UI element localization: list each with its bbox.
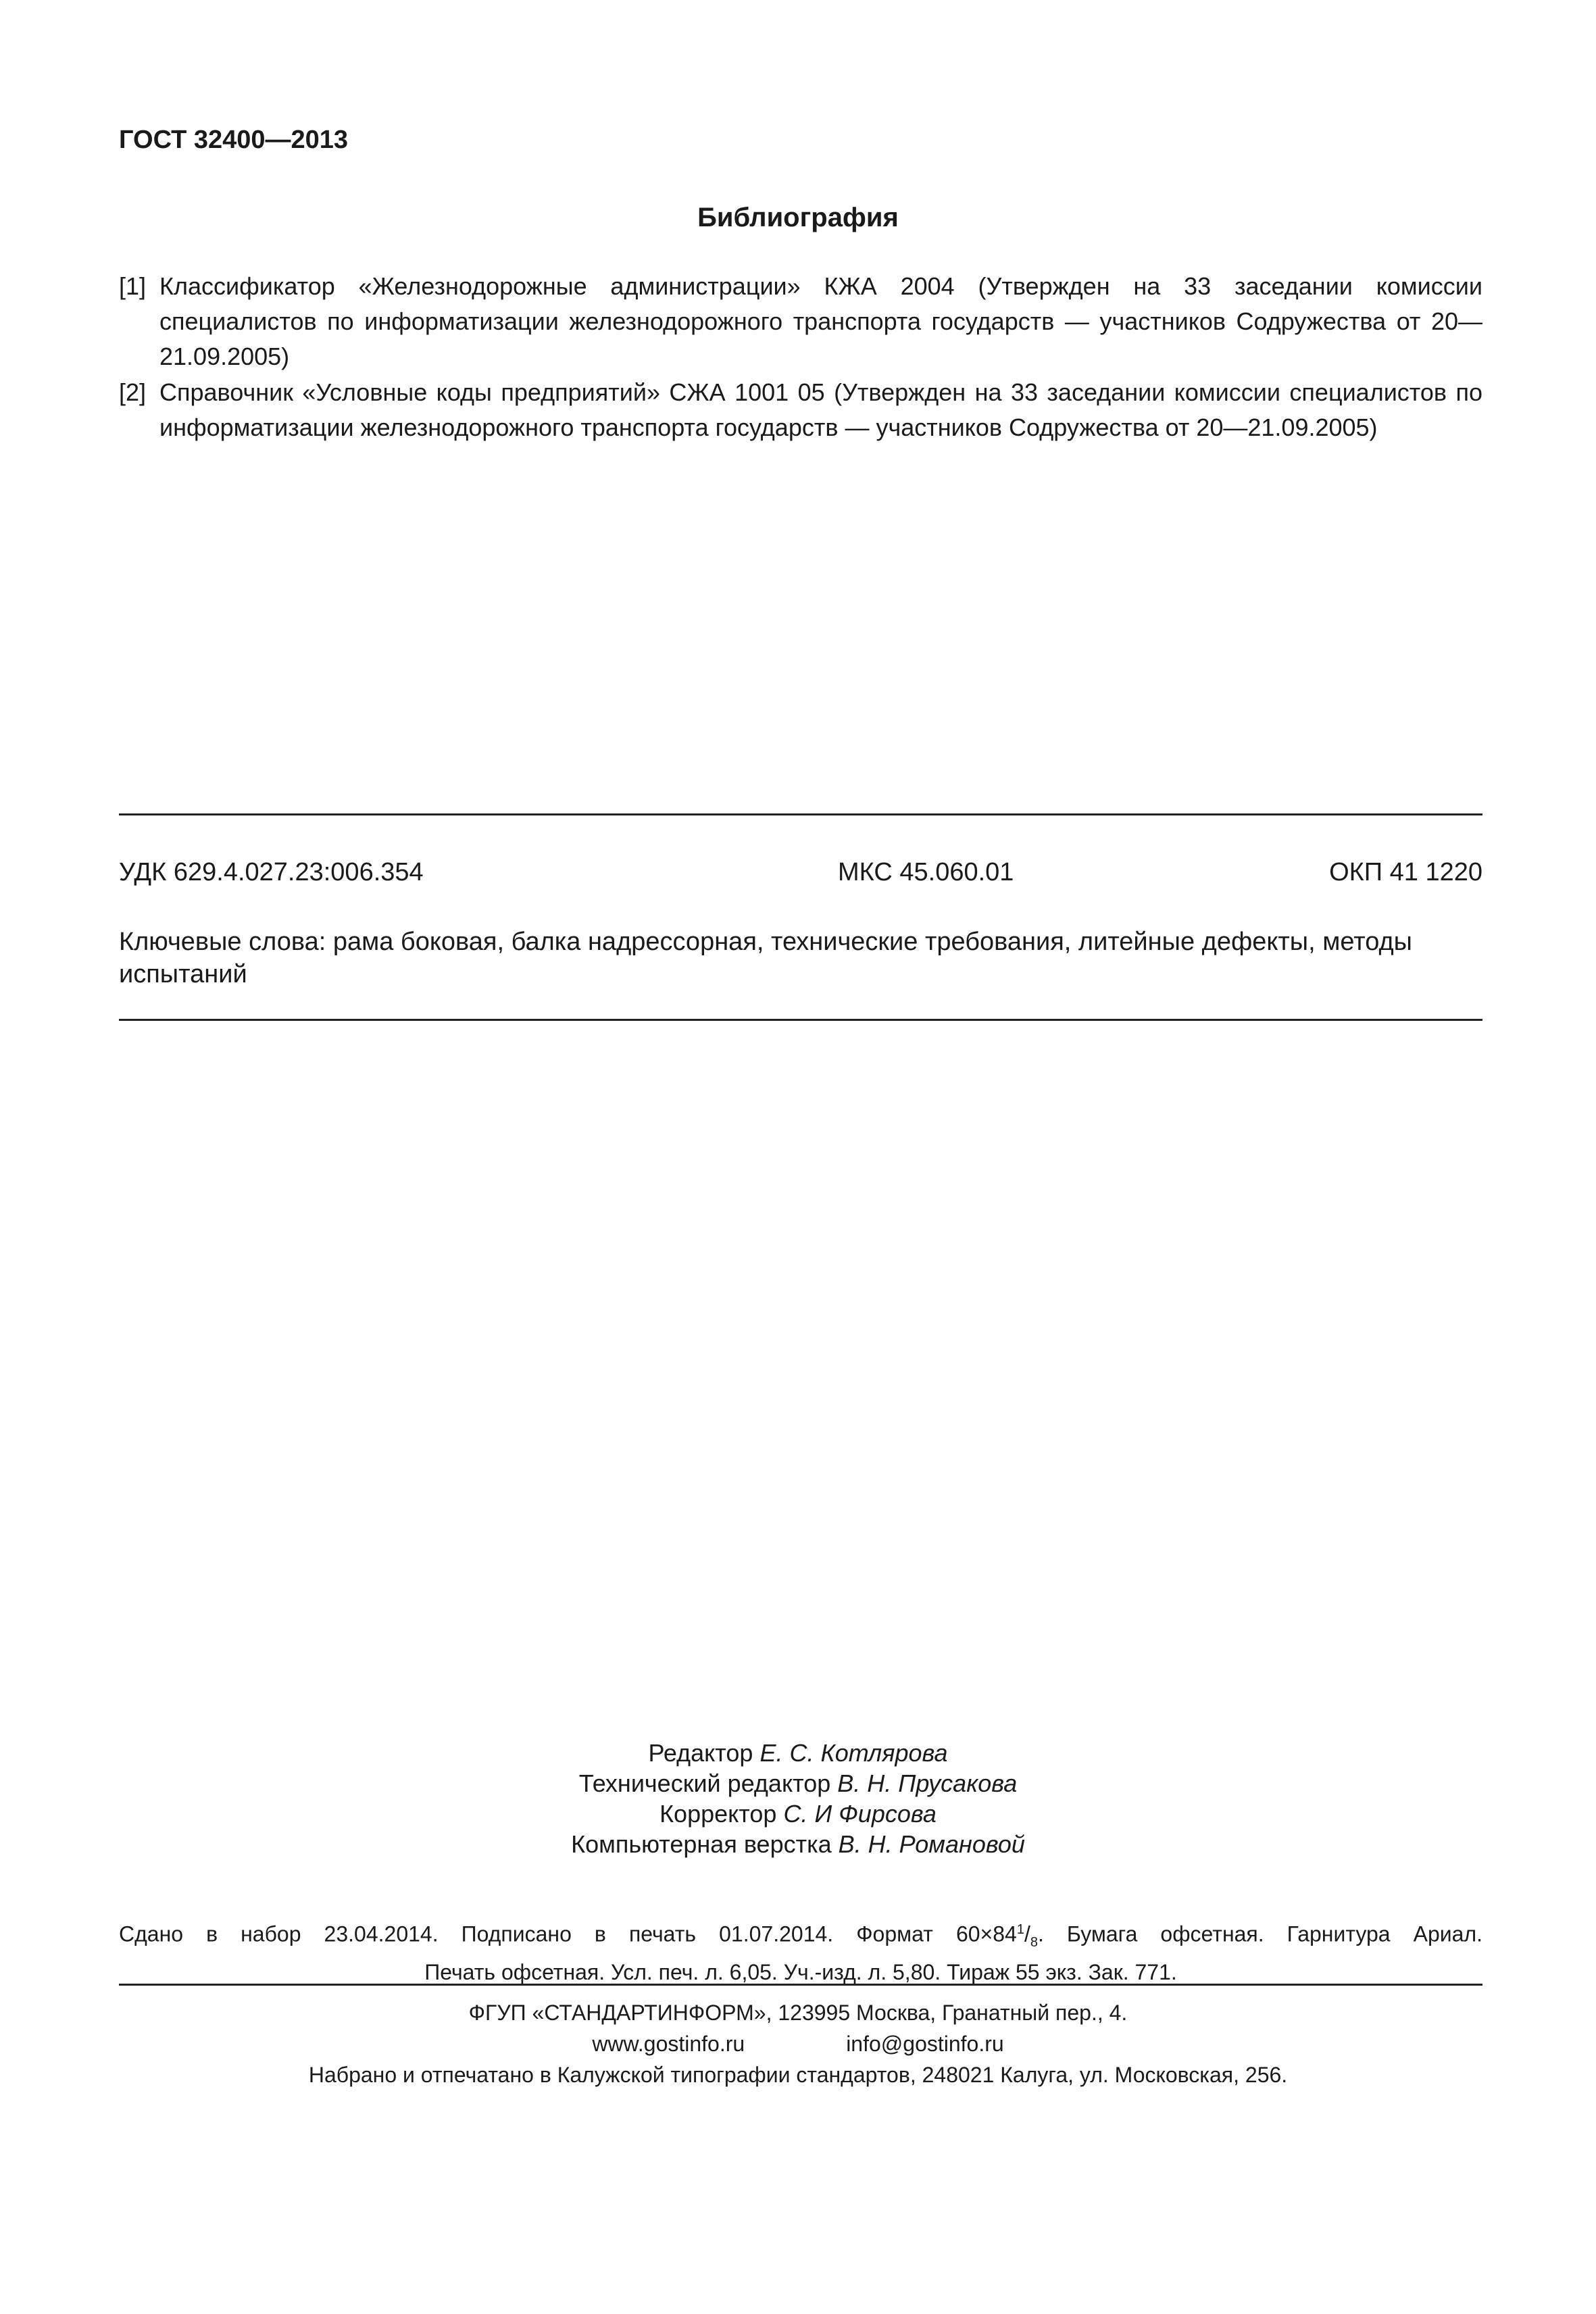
document-code: ГОСТ 32400—2013 [119,126,349,154]
print-info [119,1915,1482,1987]
credit-name: Е. С. Котлярова [759,1739,948,1767]
bibliography-entry-text: Классификатор «Железнодорожные администрации» КЖА 2004 (Утвержден на 33 заседании комиссии специалистов по информатизации железнодорожного транспорта государств — участников Содружества от 20—21.09.2005) [159,272,1482,370]
credit-role: Корректор [659,1800,777,1828]
okp-code: ОКП 41 1220 [1329,858,1482,886]
credit-line [0,1799,1596,1829]
bibliography-entry-number: [1] [119,272,147,300]
credit-line [0,1829,1596,1859]
publisher-divider [119,1984,1482,1986]
credit-role: Компьютерная верстка [571,1830,832,1858]
credit-line [0,1768,1596,1799]
bibliography-entry [119,375,1482,445]
bibliography-entry [119,269,1482,374]
keywords-divider [119,1019,1482,1021]
bibliography-entry-number: [2] [119,378,147,406]
publisher-email-link[interactable]: info@gostinfo.ru [846,2032,1004,2056]
publisher-address: ФГУП «СТАНДАРТИНФОРМ», 123995 Москва, Гранатный пер., 4. [468,2001,1128,2025]
mks-code: МКС 45.060.01 [838,858,1014,886]
print-info-text: . Бумага офсетная. Гарнитура Ариал. [1037,1921,1483,1946]
credit-name: В. Н. Прусакова [837,1769,1018,1797]
bibliography-entry-text: Справочник «Условные коды предприятий» СЖА 1001 05 (Утвержден на 33 заседании комиссии специалистов по информатизации железнодорожного транспорта государств — участников Содружества от 20—21.09.2005) [159,378,1482,441]
udk-code: УДК 629.4.027.23:006.354 [119,858,424,886]
print-info-text: Сдано в набор 23.04.2014. Подписано в печать 01.07.2014. Формат 60×84 [119,1921,1017,1946]
keywords: Ключевые слова: рама боковая, балка надрессорная, технические требования, литейные дефекты, методы испытаний [119,928,1412,988]
bibliography-title: Библиография [697,203,899,232]
publisher-block [0,1997,1596,2090]
credit-line [0,1738,1596,1768]
format-fraction-denominator: 8 [1030,1935,1038,1951]
print-info-line: Сдано в набор 23.04.2014. Подписано в печать 01.07.2014. Формат $60\times 84^1/_8$. Бумага офсетная. Гарнитура Ариал. [119,1921,1483,1951]
top-divider [119,813,1482,815]
print-info-line: Печать офсетная. Усл. печ. л. 6,05. Уч.-изд. л. 5,80. Тираж 55 экз. Зак. 771. [424,1960,1177,1985]
publisher-website-link[interactable]: www.gostinfo.ru [592,2032,745,2056]
credit-role: Технический редактор [578,1769,831,1797]
format-fraction-numerator: 1 [1016,1922,1024,1937]
printing-house: Набрано и отпечатано в Калужской типографии стандартов, 248021 Калуга, ул. Московская, 256. [308,2063,1288,2087]
credit-role: Редактор [648,1739,753,1767]
publisher-contacts [0,2028,1596,2059]
credit-name: В. Н. Романовой [838,1830,1025,1858]
credits-block [0,1738,1596,1859]
credit-name: С. И Фирсова [783,1800,937,1828]
